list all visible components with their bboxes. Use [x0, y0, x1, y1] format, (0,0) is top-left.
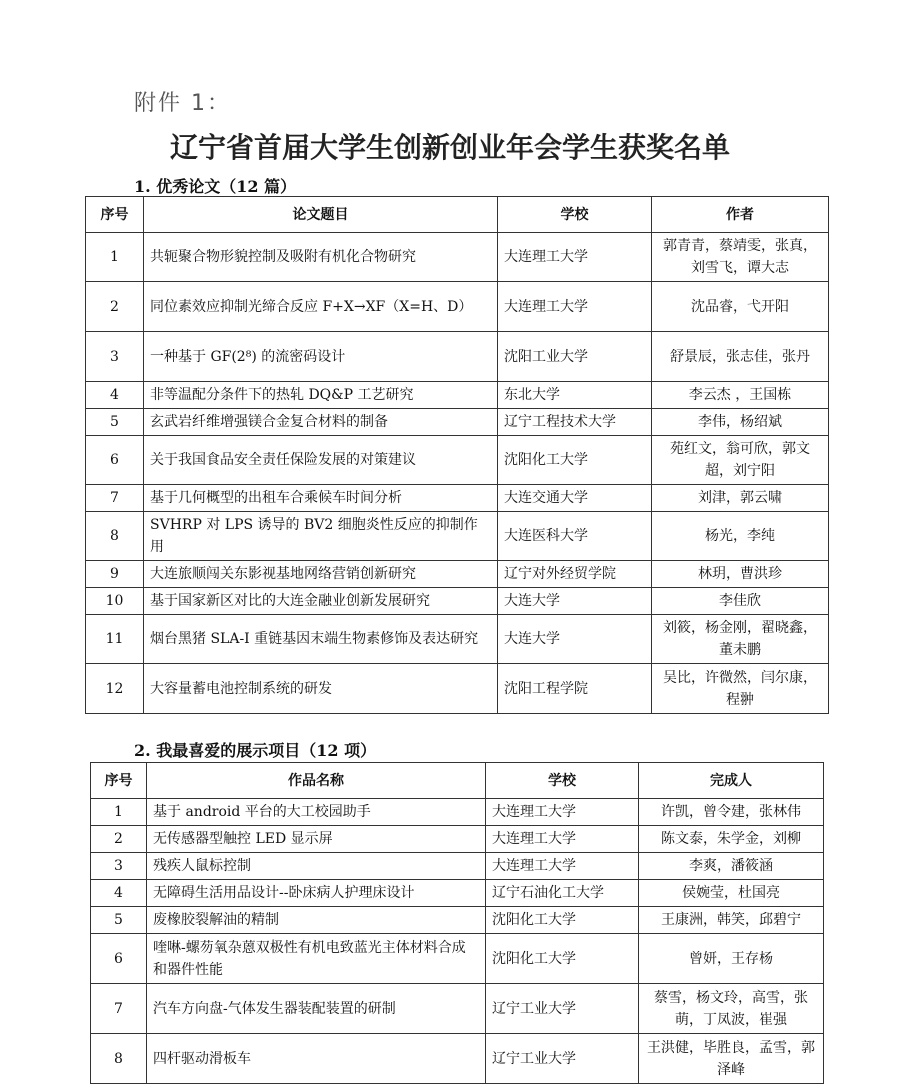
header-no: 序号 [91, 763, 147, 799]
row-number: 8 [91, 1034, 147, 1084]
row-authors: 郭青青，蔡靖雯，张真，刘雪飞，谭大志 [652, 233, 829, 282]
row-authors: 许凯，曾令建，张林伟 [639, 799, 824, 826]
row-school: 辽宁工程技术大学 [498, 409, 652, 436]
header-school: 学校 [486, 763, 639, 799]
row-school: 辽宁工业大学 [486, 1034, 639, 1084]
row-school: 大连大学 [498, 588, 652, 615]
table-row [91, 1034, 824, 1084]
table-row [86, 615, 829, 664]
row-title: 四杆驱动滑板车 [147, 1034, 486, 1084]
row-number: 1 [86, 233, 144, 282]
table-row [86, 409, 829, 436]
table-row [86, 282, 829, 332]
section2-heading: 2. 我最喜爱的展示项目（12 项） [134, 741, 377, 760]
row-number: 1 [91, 799, 147, 826]
row-title: 非等温配分条件下的热轧 DQ&P 工艺研究 [144, 382, 498, 409]
table-row [91, 934, 824, 984]
row-authors: 侯婉莹，杜国亮 [639, 880, 824, 907]
row-authors: 舒景辰，张志佳，张丹 [652, 332, 829, 382]
row-school: 沈阳工程学院 [498, 664, 652, 714]
row-school: 沈阳工业大学 [498, 332, 652, 382]
row-number: 7 [86, 485, 144, 512]
document-title: 辽宁省首届大学生创新创业年会学生获奖名单 [169, 131, 730, 164]
row-school: 沈阳化工大学 [486, 934, 639, 984]
row-authors: 曾妍，王存杨 [639, 934, 824, 984]
row-authors: 王康洲，韩笑，邱碧宁 [639, 907, 824, 934]
table-row [86, 664, 829, 714]
table-row [86, 382, 829, 409]
row-title: 基于几何概型的出租车合乘候车时间分析 [144, 485, 498, 512]
row-title: 大连旅顺闯关东影视基地网络营销创新研究 [144, 561, 498, 588]
row-title: 关于我国食品安全责任保险发展的对策建议 [144, 436, 498, 485]
row-title: 基于国家新区对比的大连金融业创新发展研究 [144, 588, 498, 615]
row-authors: 蔡雪，杨文玲，高雪，张萌，丁凤波，崔强 [639, 984, 824, 1034]
row-authors: 刘筱，杨金刚，翟晓鑫，董未鹏 [652, 615, 829, 664]
row-number: 3 [86, 332, 144, 382]
row-number: 6 [86, 436, 144, 485]
row-school: 辽宁石油化工大学 [486, 880, 639, 907]
row-number: 2 [86, 282, 144, 332]
header-author: 完成人 [639, 763, 824, 799]
row-number: 3 [91, 853, 147, 880]
row-number: 11 [86, 615, 144, 664]
header-title: 作品名称 [147, 763, 486, 799]
row-school: 沈阳化工大学 [486, 907, 639, 934]
row-authors: 李佳欣 [652, 588, 829, 615]
row-number: 10 [86, 588, 144, 615]
row-school: 大连理工大学 [486, 826, 639, 853]
row-school: 东北大学 [498, 382, 652, 409]
row-title: 无传感器型触控 LED 显示屏 [147, 826, 486, 853]
table-row [86, 561, 829, 588]
table-row [86, 233, 829, 282]
row-authors: 陈文泰，朱学金，刘柳 [639, 826, 824, 853]
row-school: 大连交通大学 [498, 485, 652, 512]
row-number: 9 [86, 561, 144, 588]
row-school: 大连理工大学 [498, 233, 652, 282]
row-authors: 李伟，杨绍斌 [652, 409, 829, 436]
row-number: 5 [86, 409, 144, 436]
table-row [91, 853, 824, 880]
row-authors: 刘津，郭云啸 [652, 485, 829, 512]
papers-table [85, 196, 829, 714]
header-school: 学校 [498, 197, 652, 233]
row-title: 一种基于 GF(2⁸) 的流密码设计 [144, 332, 498, 382]
row-number: 4 [86, 382, 144, 409]
table-row [91, 826, 824, 853]
row-school: 大连理工大学 [486, 799, 639, 826]
row-title: 同位素效应抑制光缔合反应 F+X→XF（X=H、D） [144, 282, 498, 332]
annex-label: 附件 1： [134, 91, 231, 116]
table-row [86, 436, 829, 485]
row-school: 辽宁工业大学 [486, 984, 639, 1034]
row-title: 汽车方向盘-气体发生器装配装置的研制 [147, 984, 486, 1034]
row-title: 烟台黑猪 SLA-I 重链基因末端生物素修饰及表达研究 [144, 615, 498, 664]
row-number: 12 [86, 664, 144, 714]
row-authors: 苑红文，翁可欣，郭文超，刘宁阳 [652, 436, 829, 485]
row-authors: 吴比，许微然，闫尔康， 程翀 [652, 664, 829, 714]
row-title: 大容量蓄电池控制系统的研发 [144, 664, 498, 714]
row-title: 喹啉-螺芴氧杂蒽双极性有机电致蓝光主体材料合成和器件性能 [147, 934, 486, 984]
table-row [86, 332, 829, 382]
section1-heading: 1. 优秀论文（12 篇） [134, 177, 297, 196]
projects-table [90, 762, 824, 1084]
row-title: SVHRP 对 LPS 诱导的 BV2 细胞炎性反应的抑制作用 [144, 512, 498, 561]
row-title: 残疾人鼠标控制 [147, 853, 486, 880]
row-authors: 沈品睿，弋开阳 [652, 282, 829, 332]
table-header-row [91, 763, 824, 799]
row-number: 5 [91, 907, 147, 934]
row-title: 玄武岩纤维增强镁合金复合材料的制备 [144, 409, 498, 436]
header-title: 论文题目 [144, 197, 498, 233]
header-author: 作者 [652, 197, 829, 233]
row-authors: 李爽，潘筱涵 [639, 853, 824, 880]
row-authors: 杨光，李纯 [652, 512, 829, 561]
row-number: 7 [91, 984, 147, 1034]
table-row [91, 984, 824, 1034]
table-row [86, 588, 829, 615]
table-row [86, 512, 829, 561]
row-number: 6 [91, 934, 147, 984]
row-number: 8 [86, 512, 144, 561]
row-number: 2 [91, 826, 147, 853]
row-school: 大连大学 [498, 615, 652, 664]
row-school: 大连理工大学 [498, 282, 652, 332]
row-title: 无障碍生活用品设计--卧床病人护理床设计 [147, 880, 486, 907]
table-row [91, 880, 824, 907]
row-title: 废橡胶裂解油的精制 [147, 907, 486, 934]
row-authors: 李云杰 ，王国栋 [652, 382, 829, 409]
table-header-row [86, 197, 829, 233]
row-school: 沈阳化工大学 [498, 436, 652, 485]
row-number: 4 [91, 880, 147, 907]
row-title: 基于 android 平台的大工校园助手 [147, 799, 486, 826]
row-authors: 王洪健，毕胜良，孟雪，郭泽峰 [639, 1034, 824, 1084]
table-row [91, 799, 824, 826]
row-school: 大连理工大学 [486, 853, 639, 880]
row-school: 大连医科大学 [498, 512, 652, 561]
row-title: 共轭聚合物形貌控制及吸附有机化合物研究 [144, 233, 498, 282]
row-school: 辽宁对外经贸学院 [498, 561, 652, 588]
header-no: 序号 [86, 197, 144, 233]
row-authors: 林玥，曹洪珍 [652, 561, 829, 588]
table-row [86, 485, 829, 512]
table-row [91, 907, 824, 934]
